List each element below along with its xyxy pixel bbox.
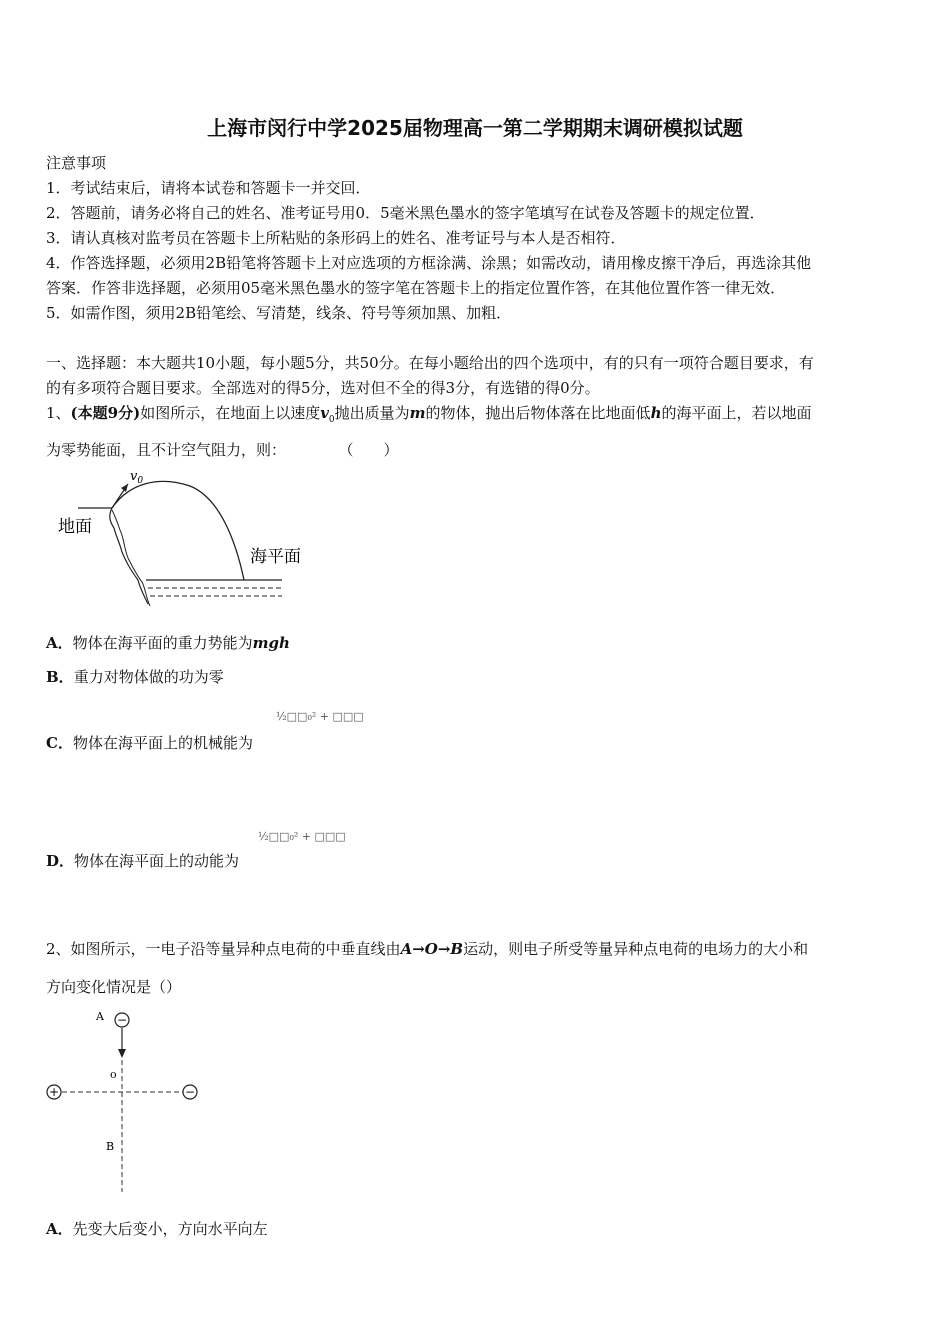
- question-number: 2、: [46, 940, 71, 958]
- notice-item: 3．请认真核对监考员在答题卡上所粘贴的条形码上的姓名、准考证号与本人是否相符．: [46, 229, 626, 247]
- q2-option-a[interactable]: A．先变大后变小，方向水平向左: [46, 1220, 268, 1238]
- label-o: o: [110, 1068, 117, 1081]
- symbol-v0: v: [320, 404, 329, 422]
- notice-item: 答案．作答非选择题，必须用05毫米黑色墨水的签字笔在答题卡上的指定位置作答，在其他位置作答一律无效．: [46, 279, 786, 297]
- notice-item: 4．作答选择题，必须用2B铅笔将答题卡上对应选项的方框涂满、涂黑；如需改动，请用橡皮擦干净后，再选涂其他: [46, 254, 812, 272]
- question-1-figure: [50, 462, 301, 610]
- option-c-formula: ½□□₀² + □□□: [276, 710, 364, 723]
- path-symbol: A→O→B: [400, 940, 464, 958]
- question-1-stem-cont: 为零势能面，且不计空气阻力，则： （ ）: [46, 441, 399, 459]
- question-number: 1、: [46, 404, 71, 422]
- question-score-tag: (本题9分): [70, 404, 141, 422]
- symbol-h: h: [650, 404, 662, 422]
- section-instructions: 一、选择题：本大题共10小题，每小题5分，共50分。在每小题给出的四个选项中，有的只有一项符合题目要求，有: [46, 354, 814, 372]
- question-2-stem: 2、如图所示，一电子沿等量异种点电荷的中垂直线由A→O→B运动，则电子所受等量异种点电荷的电场力的大小和: [46, 940, 809, 958]
- notice-item: 1．考试结束后，请将本试卷和答题卡一并交回．: [46, 179, 371, 197]
- motion-arrowhead: [118, 1049, 126, 1058]
- section-instructions-cont: 的有多项符合题目要求。全部选对的得5分，选对但不全的得3分，有选错的得0分。: [46, 379, 600, 397]
- label-a: A: [96, 1010, 104, 1023]
- notice-item: 5．如需作图，须用2B铅笔绘、写清楚，线条、符号等须加黑、加粗．: [46, 304, 512, 322]
- v0-label: $v_0$: [130, 469, 144, 486]
- label-b: B: [106, 1140, 115, 1153]
- velocity-arrowhead: [121, 484, 128, 492]
- option-a[interactable]: A．物体在海平面的重力势能为mgh: [46, 634, 290, 652]
- notice-item: 2．答题前，请务必将自己的姓名、准考证号用0．5毫米黑色墨水的签字笔填写在试卷及答题卡的规定位置．: [46, 204, 765, 222]
- ground-label: 地面: [58, 517, 92, 537]
- option-b[interactable]: B．重力对物体做的功为零: [46, 668, 224, 686]
- sea-label: 海平面: [250, 547, 301, 567]
- symbol-m: m: [409, 404, 426, 422]
- question-2-stem-cont: 方向变化情况是（）: [46, 978, 182, 996]
- option-d[interactable]: D．物体在海平面上的动能为: [46, 852, 240, 870]
- option-c[interactable]: C．物体在海平面上的机械能为: [46, 734, 253, 752]
- answer-paren: （ ）: [346, 441, 399, 459]
- question-2-figure: [40, 1004, 210, 1196]
- question-1-stem: 1、(本题9分)如图所示，在地面上以速度$v_0$抛出质量为m的物体，抛出后物体落在比地面低h的海平面上，若以地面: [46, 404, 812, 425]
- cliff-edge: [110, 508, 148, 604]
- cliff-edge-inner: [112, 510, 150, 606]
- svg-text:−: −: [116, 1013, 128, 1027]
- svg-text:+: +: [48, 1085, 60, 1099]
- page-title: 上海市闵行中学2025届物理高一第二学期期末调研模拟试题: [207, 116, 743, 140]
- notice-heading: 注意事项: [46, 154, 107, 172]
- option-d-formula: ½□□₀² + □□□: [258, 830, 346, 843]
- svg-text:−: −: [184, 1085, 196, 1099]
